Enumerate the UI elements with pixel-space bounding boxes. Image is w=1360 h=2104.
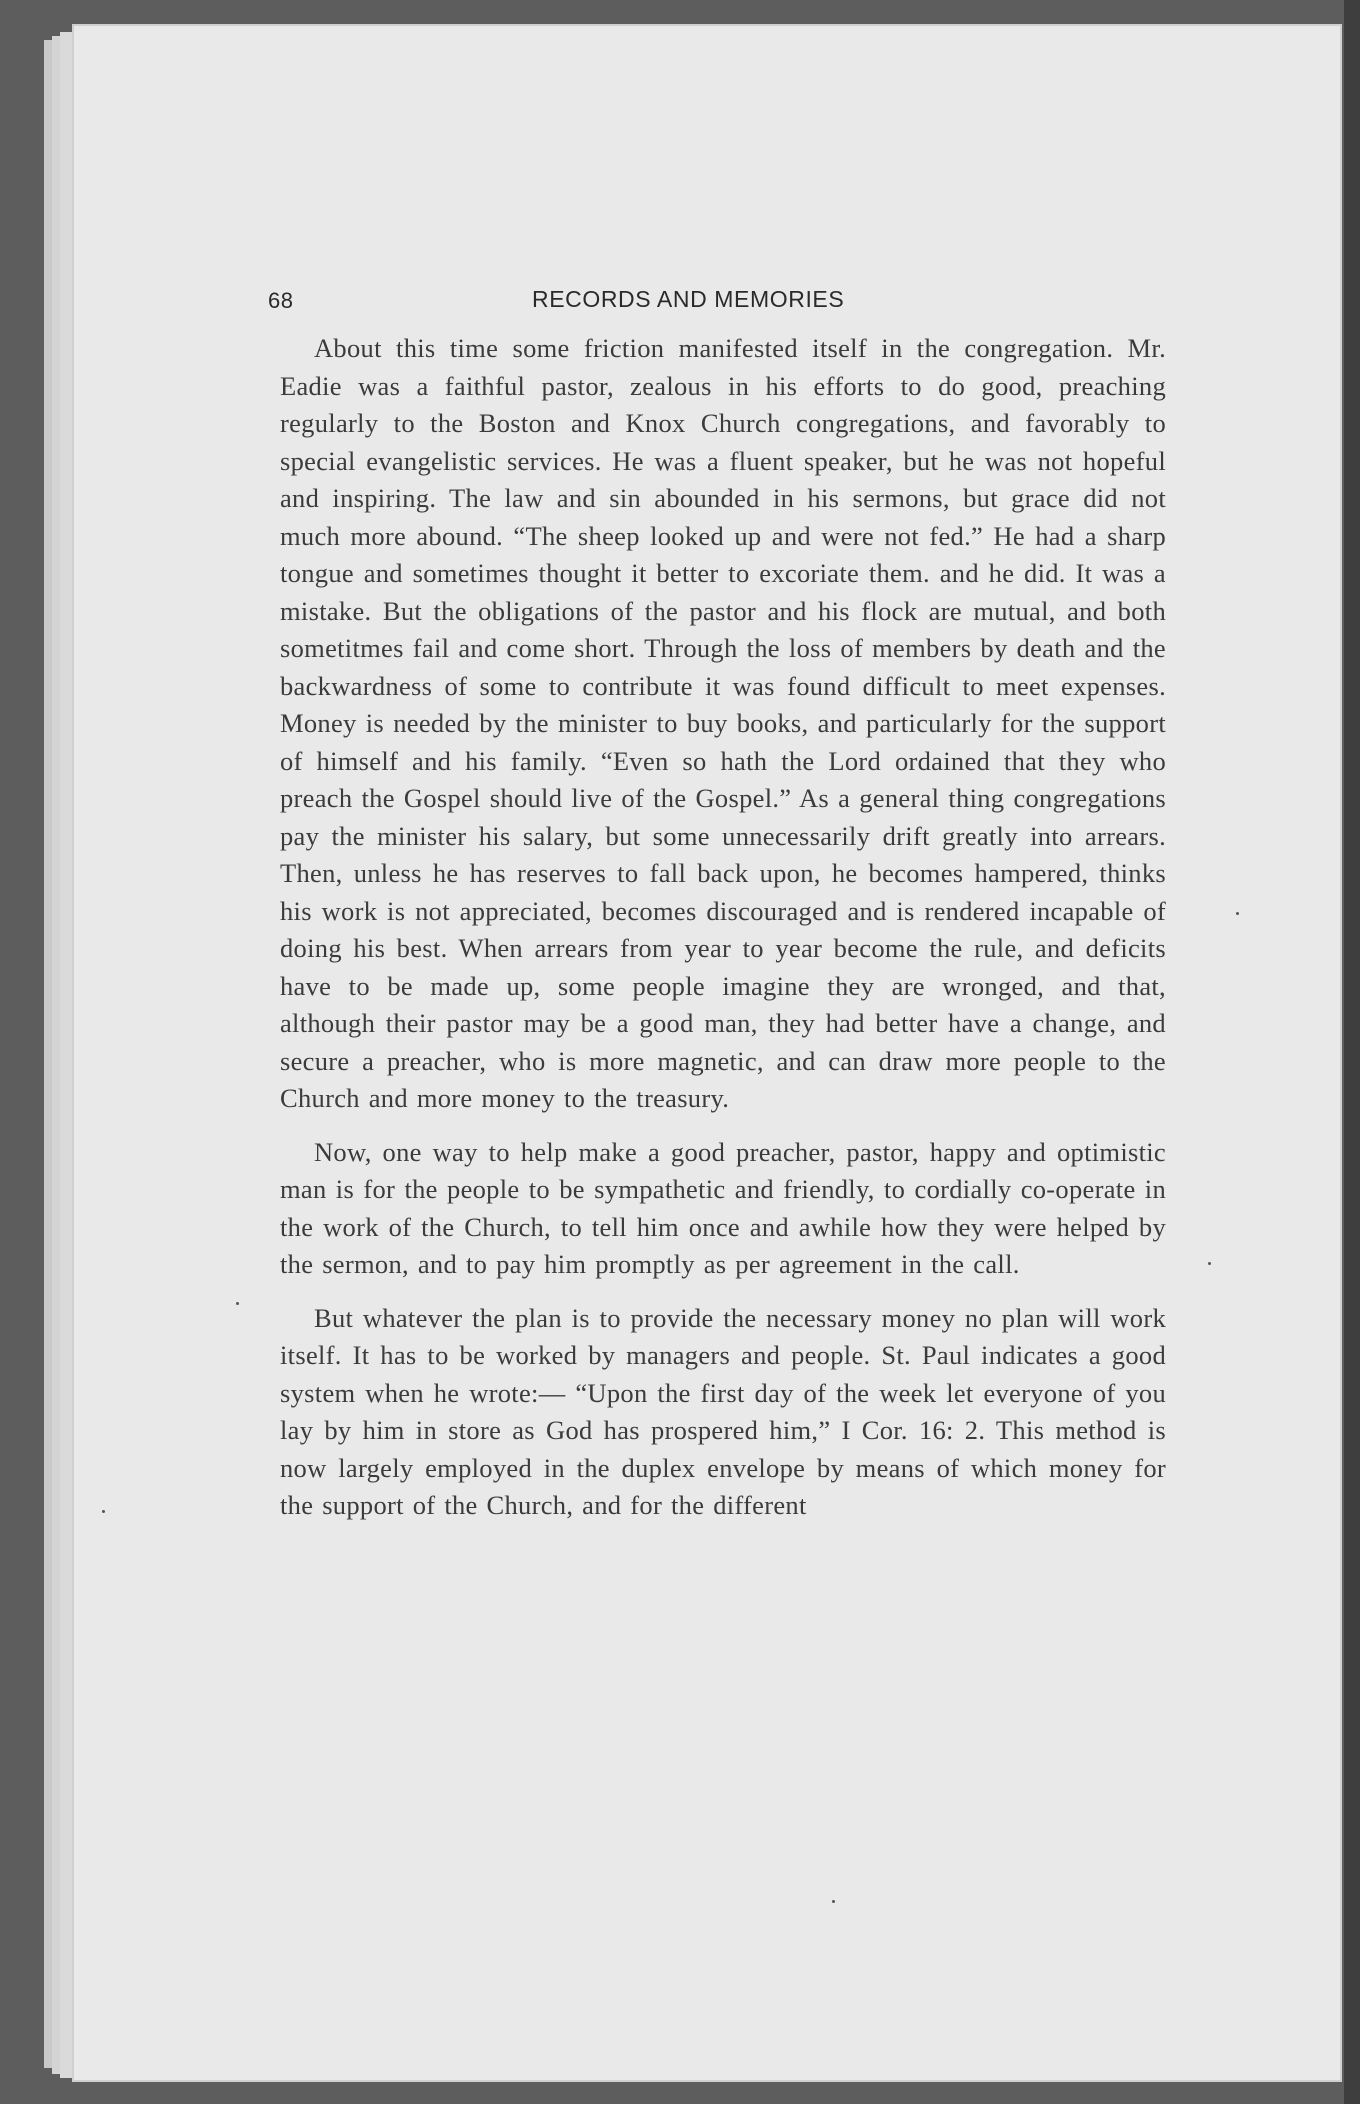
- dust-speck: [1208, 1262, 1211, 1265]
- dust-speck: [1236, 912, 1239, 915]
- paragraph: About this time some friction manifested itself in the congregation. Mr. Eadie was a faithful pastor, zealous in his efforts to do good, preaching regularly to the Boston and Knox Church congregations, and favorably to special evangelistic services. He was a fluent speaker, but he was not hopeful and inspiring. The law and sin abounded in his sermons, but grace did not much more abound. “The sheep looked up and were not fed.” He had a sharp tongue and sometimes thought it better to excoriate them. and he did. It was a mistake. But the obligations of the pastor and his flock are mutual, and both sometitmes fail and come short. Through the loss of members by death and the backwardness of some to contribute it was found difficult to meet expenses. Money is needed by the minister to buy books, and particularly for the support of himself and his family. “Even so hath the Lord ordained that they who preach the Gospel should live of the Gospel.” As a general thing congregations pay the minister his salary, but some unnecessarily drift greatly into arrears. Then, unless he has reserves to fall back upon, he becomes hampered, thinks his work is not appreciated, becomes discouraged and is rendered incapable of doing his best. When arrears from year to year become the rule, and deficits have to be made up, some people imagine they are wronged, and that, although their pastor may be a good man, they had better have a change, and secure a preacher, who is more magnetic, and can draw more people to the Church and more money to the treasury.: [280, 333, 1166, 1113]
- paragraph: But whatever the plan is to provide the necessary money no plan will work itself. It has to be worked by managers and people. St. Paul indicates a good system when he wrote:— “Upon the first day of the week let everyone of you lay by him in store as God has prospered him,” I Cor. 16: 2. This method is now largely employed in the duplex envelope by means of which money for the support of the Church, and for the different: [280, 1302, 1166, 1520]
- scan-border: [1344, 0, 1360, 2104]
- paragraph: Now, one way to help make a good preacher, pastor, happy and optimistic man is for the people to be sympathetic and friendly, to cordially co-operate in the work of the Church, to tell him once and awhile how they were helped by the sermon, and to pay him promptly as per agreement in the call.: [280, 1136, 1166, 1279]
- page-number: 68: [268, 288, 294, 313]
- dust-speck: [832, 1900, 835, 1903]
- dust-speck: [102, 1510, 105, 1513]
- running-head: RECORDS AND MEMORIES: [532, 286, 845, 312]
- dust-speck: [236, 1302, 239, 1305]
- page-header: [268, 282, 1168, 322]
- body-text: [280, 330, 1166, 1541]
